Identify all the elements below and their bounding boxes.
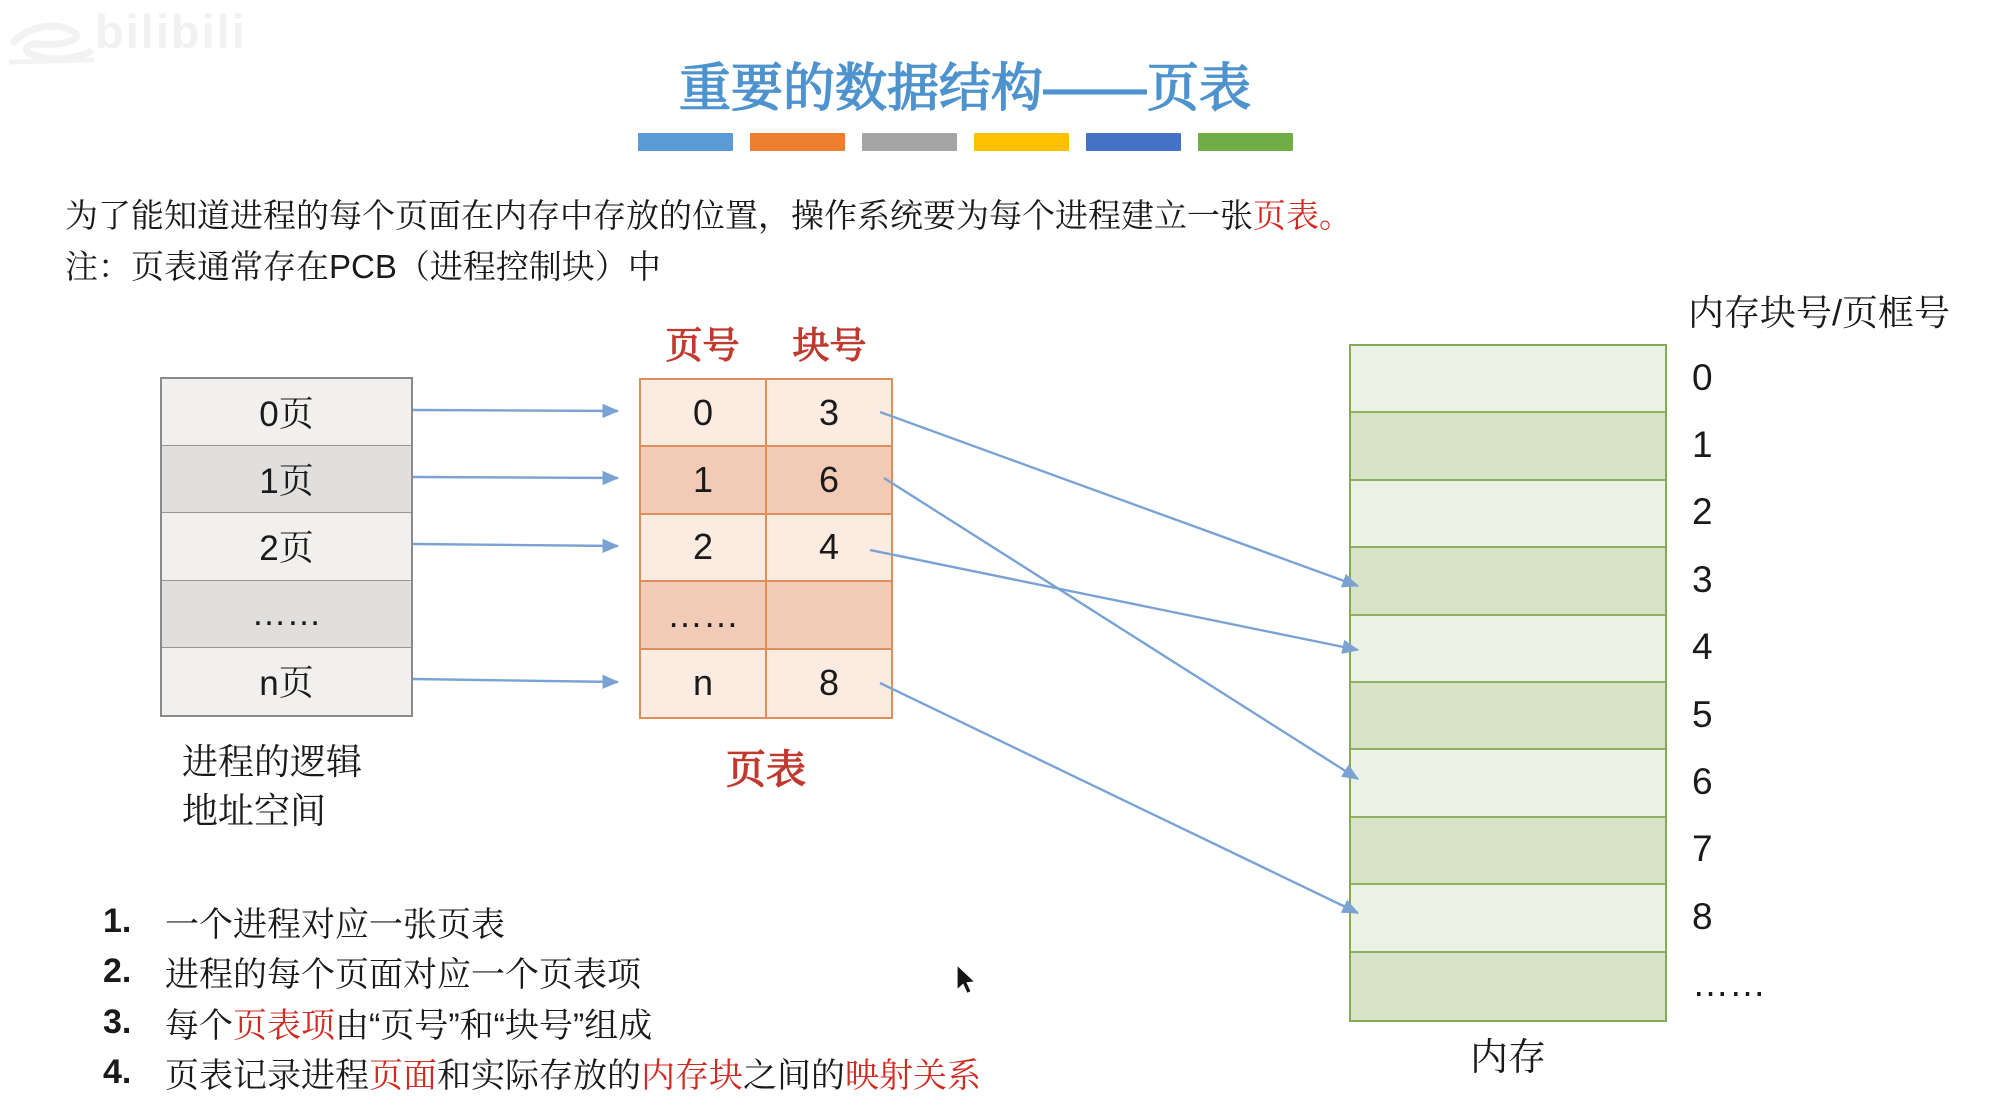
page-table-row: 2 4 <box>641 515 891 582</box>
memory-block-label: 6 <box>1692 761 1713 803</box>
logical-page-row: …… <box>162 581 411 648</box>
arrow-page0-to-entry0 <box>413 410 618 411</box>
arrow-page2-to-entry2 <box>413 544 618 546</box>
block-number-header: 块号 <box>792 325 867 366</box>
memory-block-label: 7 <box>1692 828 1713 870</box>
arrow-entry0-to-block3 <box>880 412 1358 586</box>
accent-bar-yellow <box>974 133 1069 151</box>
memory-block <box>1351 885 1665 952</box>
intro-line-2: 注：页表通常存在PCB（进程控制块）中 <box>65 248 661 285</box>
memory-block <box>1351 818 1665 885</box>
accent-bar-green <box>1198 133 1293 151</box>
memory-block <box>1351 750 1665 817</box>
memory-block <box>1351 548 1665 615</box>
page-title: 重要的数据结构——页表 <box>678 60 1251 118</box>
memory-block-label: 8 <box>1692 895 1713 937</box>
logical-page-row: 0页 <box>162 379 411 446</box>
page-table-column-headers <box>639 315 893 369</box>
note-item-3: 3. 每个页表项由“页号”和“块号”组成 <box>103 1002 653 1045</box>
logical-page-row: 1页 <box>162 446 411 513</box>
bilibili-watermark: bilibili <box>95 5 247 58</box>
memory-block <box>1351 953 1665 1020</box>
logical-space-caption: 进程的逻辑 地址空间 <box>182 741 363 831</box>
note-item-4: 4. 页表记录进程页面和实际存放的内存块之间的映射关系 <box>103 1053 981 1096</box>
page-table-row: 0 3 <box>641 380 891 447</box>
arrow-pagen-to-entryn <box>413 679 618 682</box>
memory-block <box>1351 413 1665 480</box>
arrow-page1-to-entry1 <box>413 477 618 478</box>
page-table-row: …… <box>641 582 891 649</box>
intro-line-1: 为了能知道进程的每个页面在内存中存放的位置，操作系统要为每个进程建立一张页表。 <box>65 197 1352 234</box>
memory-table <box>1349 344 1667 1022</box>
memory-block-label: 4 <box>1692 626 1713 668</box>
logical-page-row: 2页 <box>162 513 411 580</box>
accent-bar-blue <box>638 133 733 151</box>
logical-address-space-table <box>160 377 413 717</box>
page-table-row: n 8 <box>641 650 891 717</box>
logical-page-row: n页 <box>162 648 411 715</box>
memory-block-label: 5 <box>1692 693 1713 735</box>
accent-bar-gray <box>862 133 957 151</box>
memory-block <box>1351 481 1665 548</box>
intro-highlight: 页表。 <box>1253 197 1352 234</box>
intro-paragraph <box>65 190 1352 292</box>
note-item-1: 1. 一个进程对应一张页表 <box>103 901 505 944</box>
arrow-entryn-to-block8 <box>880 683 1358 913</box>
memory-block <box>1351 616 1665 683</box>
page-number-header: 页号 <box>665 325 740 366</box>
memory-block-label: …… <box>1692 963 1766 1005</box>
memory-block-label: 2 <box>1692 491 1713 533</box>
memory-block-label: 3 <box>1692 558 1713 600</box>
page-table-row: 1 6 <box>641 447 891 514</box>
memory-block <box>1351 346 1665 413</box>
memory-block-label: 1 <box>1692 424 1713 466</box>
note-item-2: 2. 进程的每个页面对应一个页表项 <box>103 952 641 995</box>
memory-block-header: 内存块号/页框号 <box>1688 292 1951 333</box>
memory-block <box>1351 683 1665 750</box>
arrow-entry2-to-block4 <box>870 550 1358 650</box>
notes-list <box>103 896 981 1098</box>
page-table <box>639 378 893 719</box>
memory-caption: 内存 <box>1469 1037 1546 1079</box>
memory-block-labels <box>1692 344 1766 1018</box>
accent-bar-navy <box>1086 133 1181 151</box>
page-table-caption: 页表 <box>726 748 806 792</box>
memory-block-label: 0 <box>1692 356 1713 398</box>
arrow-entry1-to-block6 <box>884 478 1358 779</box>
accent-bar-orange <box>750 133 845 151</box>
title-accent-bars <box>0 133 1930 151</box>
mouse-cursor <box>956 964 980 998</box>
